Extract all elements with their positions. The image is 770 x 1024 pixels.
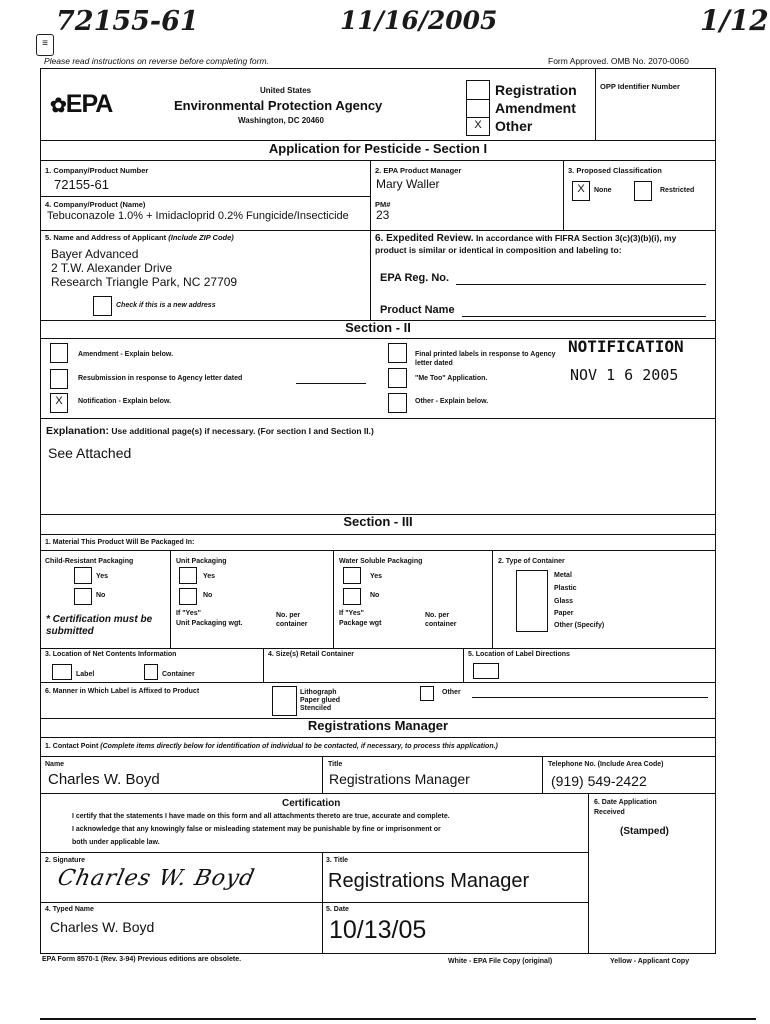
epa-logo-icon: ✿ [50,95,66,117]
class-restricted-checkbox[interactable] [634,181,652,201]
amendment-checkbox[interactable] [466,99,490,118]
section-4-title: Registrations Manager [307,718,449,733]
new-address-label: Check if this is a new address [116,302,216,309]
package-wgt-label: Package wgt [339,620,382,627]
unit-yes-label: Yes [203,573,216,580]
manner-lithograph: Lithograph [300,689,337,696]
certification-text-1: I certify that the statements I have made on this form and all attachments thereto are true, accurate and complete. [72,813,450,820]
footer-white-copy: White - EPA File Copy (original) [448,958,553,965]
document-icon: ≡ [36,34,54,56]
phone-label: Telephone No. (Include Area Code) [548,761,664,768]
instructions-text: Please read instructions on reverse before completing form. [44,56,269,66]
product-name-field[interactable] [462,316,706,317]
manner-stenciled: Stenciled [300,705,332,712]
directions-label: 5. Location of Label Directions [468,651,570,658]
class-none-label: None [594,187,612,194]
agency-line1: United States [260,86,312,95]
registration-label: Registration [495,82,577,98]
other-explain-label: Other - Explain below. [415,398,489,405]
container-type-label: 2. Type of Container [498,558,565,565]
notification-stamp: NOTIFICATION [568,337,684,356]
unit-yes-checkbox[interactable] [179,567,197,584]
footer-yellow-copy: Yellow - Applicant Copy [610,958,690,965]
class-restricted-label: Restricted [660,187,695,194]
agency-address: Washington, DC 20460 [238,116,324,125]
directions-checkbox[interactable] [473,663,499,679]
epa-reg-no-label: EPA Reg. No. [380,272,450,284]
certification-note: * Certification must be submitted [46,614,153,637]
company-product-number-label: 1. Company/Product Number [45,166,149,175]
epa-logo: ✿EPA [50,90,113,118]
contact-name: Charles W. Boyd [48,771,160,788]
manner-checkbox-column[interactable] [272,686,297,716]
water-if-yes: If "Yes" [339,610,364,617]
water-soluble-label: Water Soluble Packaging [339,558,423,565]
product-name-label: 4. Company/Product (Name) [45,200,146,209]
applicant-line-3: Research Triangle Park, NC 27709 [51,275,238,289]
unit-if-yes: If "Yes" [176,610,201,617]
form-approved: Form Approved. OMB No. 2070-0060 [548,56,689,66]
water-no-per-container: No. per container [425,612,457,628]
date-received-label: 6. Date Application Received [594,799,657,816]
explanation-text: See Attached [48,445,132,461]
handwritten-file-number: 72155-61 [56,6,199,37]
title3: Registrations Manager [328,870,530,892]
date: 10/13/05 [329,916,427,944]
handwritten-date: 11/16/2005 [340,6,498,35]
product-manager-label: 2. EPA Product Manager [375,166,462,175]
child-resistant-label: Child-Resistant Packaging [45,558,134,565]
product-manager: Mary Waller [376,177,440,191]
applicant-line-2: 2 T.W. Alexander Drive [51,261,173,275]
new-address-checkbox[interactable] [93,296,112,316]
resubmission-date-field[interactable] [296,383,366,384]
me-too-label: "Me Too" Application. [415,375,488,382]
manner-other-checkbox[interactable] [420,686,434,701]
notification-checkbox[interactable]: X [50,393,68,413]
water-no-label: No [370,592,380,599]
certification-text-2: I acknowledge that any knowingly false or misleading statement may be punishable by fine or imprisonment or [72,826,441,833]
manner-other-label: Other [442,689,461,696]
contact-title-label: Title [328,761,343,768]
applicant-label: 5. Name and Address of Applicant (Include ZIP Code) [45,233,234,242]
signature-label: 2. Signature [45,857,86,864]
size-label: 4. Size(s) Retail Container [268,651,354,658]
section-3-title: Section - III [343,514,413,529]
label-option: Label [76,671,95,678]
phone: (919) 549-2422 [551,773,647,789]
pm-number-label: PM# [375,200,391,209]
other-checkbox[interactable]: X [466,117,490,136]
me-too-checkbox[interactable] [388,368,407,388]
final-labels-checkbox[interactable] [388,343,407,363]
child-yes-checkbox[interactable] [74,567,92,584]
amendment-explain-checkbox[interactable] [50,343,68,363]
explanation-label: Explanation: Use additional page(s) if necessary. (For section I and Section II.) [46,425,374,437]
water-yes-label: Yes [370,573,383,580]
notification-label: Notification - Explain below. [78,398,172,405]
registration-checkbox[interactable] [466,80,490,100]
contact-point-label: 1. Contact Point (Complete items directly below for identification of individual to be contacted, if necessary, to process this application.) [45,743,498,750]
product-name-field-label: Product Name [380,304,455,316]
child-no-checkbox[interactable] [74,588,92,605]
unit-no-per-container: No. per container [276,612,308,628]
container-checkbox-column[interactable] [516,570,548,632]
handwritten-page: 1/12 [700,4,769,37]
manner-paper-glued: Paper glued [300,697,341,704]
opp-identifier-label: OPP Identifier Number [600,82,680,91]
label-checkbox[interactable] [52,664,72,680]
manner-label: 6. Manner in Which Label is Affixed to Product [45,688,200,695]
notification-stamp-date: NOV 1 6 2005 [570,366,679,384]
section-2-title: Section - II [345,320,411,335]
epa-reg-no-field[interactable] [456,284,706,285]
material-label: 1. Material This Product Will Be Packaged In: [45,539,195,546]
stamped-label: (Stamped) [620,826,669,837]
other-label: Other [495,118,533,134]
unit-no-checkbox[interactable] [179,588,197,605]
water-yes-checkbox[interactable] [343,567,361,584]
company-product-number: 72155-61 [54,177,109,192]
unit-wgt-label: Unit Packaging wgt. [176,620,243,627]
container-checkbox[interactable] [144,664,158,680]
section-1-title: Application for Pesticide - Section I [268,141,488,156]
container-type-other: Other (Specify) [554,622,605,629]
class-none-checkbox[interactable]: X [572,181,590,201]
agency-name: Environmental Protection Agency [174,98,383,113]
container-type-plastic: Plastic [554,585,577,592]
resubmission-label: Resubmission in response to Agency letter dated [78,375,243,382]
container-type-metal: Metal [554,572,572,579]
pm-number: 23 [376,208,390,222]
footer-form-no: EPA Form 8570-1 (Rev. 3-94) Previous editions are obsolete. [42,956,242,963]
other-explain-checkbox[interactable] [388,393,407,413]
container-option: Container [162,671,195,678]
net-contents-label: 3. Location of Net Contents Information [45,651,177,658]
resubmission-checkbox[interactable] [50,369,68,389]
certification-text-3: both under applicable law. [72,839,160,846]
date-label: 5. Date [326,906,349,913]
unit-packaging-label: Unit Packaging [176,558,227,565]
final-labels-label: Final printed labels in response to Agency letter dated [415,351,556,367]
unit-no-label: No [203,592,213,599]
child-no-label: No [96,592,106,599]
typed-name: Charles W. Boyd [50,919,155,935]
amendment-explain-label: Amendment - Explain below. [78,351,174,358]
container-type-glass: Glass [554,598,574,605]
child-yes-label: Yes [96,573,109,580]
applicant-line-1: Bayer Advanced [51,247,139,261]
title3-label: 3. Title [326,857,349,864]
certification-title: Certification [282,798,341,809]
expedited-review: 6. Expedited Review. In accordance with FIFRA Section 3(c)(3)(b)(i), my product is similar or identical in composition and labeling to: [375,233,677,255]
water-no-checkbox[interactable] [343,588,361,605]
product-name: Tebuconazole 1.0% + Imidacloprid 0.2% Fungicide/Insecticide [47,210,349,222]
contact-title: Registrations Manager [329,771,470,787]
typed-name-label: 4. Typed Name [45,906,94,913]
classification-label: 3. Proposed Classification [568,166,662,175]
container-type-paper: Paper [554,610,574,617]
amendment-label: Amendment [495,100,576,116]
signature: Charles W. Boyd [55,866,258,891]
manner-other-field[interactable] [472,697,708,698]
contact-name-label: Name [45,761,65,768]
